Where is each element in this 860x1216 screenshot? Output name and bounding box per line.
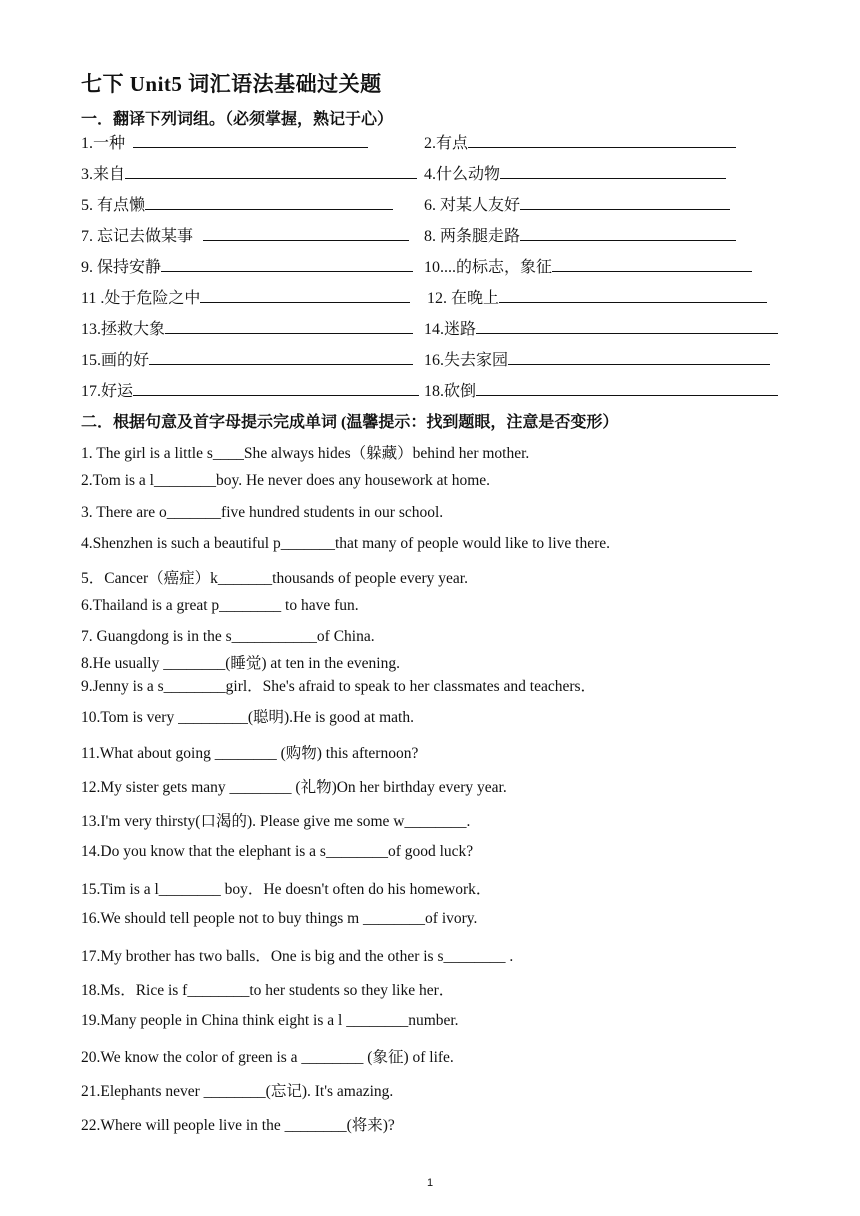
answer-blank[interactable] <box>468 131 736 148</box>
vocab-item: 6. 对某人友好 <box>424 192 730 215</box>
section-2-heading: 二．根据句意及首字母提示完成单词 (温馨提示：找到题眼，注意是否变形） <box>81 414 619 431</box>
question-item: 13.I'm very thirsty(口渴的). Please give me some w________. <box>81 813 471 830</box>
question-item: 14.Do you know that the elephant is a s________of good luck? <box>81 843 474 860</box>
answer-blank[interactable] <box>125 162 417 179</box>
question-item: 19.Many people in China think eight is a l ________number. <box>81 1012 459 1029</box>
answer-blank[interactable] <box>133 379 419 396</box>
answer-blank[interactable] <box>500 162 726 179</box>
question-item: 16.We should tell people not to buy things m ________of ivory. <box>81 910 478 927</box>
vocab-row <box>81 375 781 406</box>
answer-blank[interactable] <box>200 286 410 303</box>
answer-blank[interactable] <box>552 255 752 272</box>
vocab-item: 12. 在晚上 <box>427 285 767 308</box>
vocab-item: 11 .处于危险之中 <box>81 285 410 308</box>
vocab-grid <box>81 127 781 406</box>
question-item: 4.Shenzhen is such a beautiful p_______that many of people would like to live there. <box>81 535 611 552</box>
answer-blank[interactable] <box>161 255 413 272</box>
question-item: 1. The girl is a little s____She always hides（躲藏）behind her mother. <box>81 445 530 462</box>
question-item: 7. Guangdong is in the s___________of China. <box>81 628 375 645</box>
question-item: 6.Thailand is a great p________ to have fun. <box>81 597 359 614</box>
vocab-row <box>81 189 781 220</box>
vocab-item: 16.失去家园 <box>424 347 770 370</box>
section-1-heading: 一．翻译下列词组。（必须掌握，熟记于心） <box>81 111 394 128</box>
vocab-item: 14.迷路 <box>424 316 778 339</box>
answer-blank[interactable] <box>508 348 770 365</box>
answer-blank[interactable] <box>499 286 767 303</box>
vocab-row <box>81 344 781 375</box>
answer-blank[interactable] <box>203 224 409 241</box>
answer-blank[interactable] <box>149 348 413 365</box>
question-item: 22.Where will people live in the ________(将来)? <box>81 1117 395 1134</box>
question-item: 15.Tim is a l________ boy．He doesn't often do his homework． <box>81 881 492 898</box>
answer-blank[interactable] <box>145 193 393 210</box>
answer-blank[interactable] <box>520 224 736 241</box>
vocab-item: 2.有点 <box>424 130 736 153</box>
vocab-row <box>81 282 781 313</box>
vocab-item: 15.画的好 <box>81 347 413 370</box>
answer-blank[interactable] <box>476 317 778 334</box>
vocab-item: 7. 忘记去做某事 <box>81 223 409 246</box>
vocab-item: 1.一种 <box>81 130 368 153</box>
vocab-row <box>81 158 781 189</box>
answer-blank[interactable] <box>476 379 778 396</box>
vocab-item: 17.好运 <box>81 378 419 401</box>
vocab-item: 13.拯救大象 <box>81 316 413 339</box>
question-item: 8.He usually ________(睡觉) at ten in the evening. <box>81 655 400 672</box>
question-item: 18.Ms．Rice is f________to her students so they like her． <box>81 982 455 999</box>
question-item: 10.Tom is very _________(聪明).He is good at math. <box>81 709 414 726</box>
vocab-row <box>81 220 781 251</box>
vocab-item: 18.砍倒 <box>424 378 778 401</box>
vocab-item: 5. 有点懒 <box>81 192 393 215</box>
question-item: 2.Tom is a l________boy. He never does any housework at home. <box>81 472 491 489</box>
question-item: 21.Elephants never ________(忘记). It's amazing. <box>81 1083 394 1100</box>
answer-blank[interactable] <box>133 131 368 148</box>
vocab-row <box>81 313 781 344</box>
question-item: 5．Cancer（癌症）k_______thousands of people every year. <box>81 570 468 587</box>
question-item: 3. There are o_______five hundred students in our school. <box>81 504 444 521</box>
question-item: 20.We know the color of green is a ________ (象征) of life. <box>81 1049 454 1066</box>
question-item: 12.My sister gets many ________ (礼物)On her birthday every year. <box>81 779 507 796</box>
vocab-item: 4.什么动物 <box>424 161 726 184</box>
page-title: 七下 Unit5 词汇语法基础过关题 <box>81 72 382 96</box>
page-number: 1 <box>426 1177 434 1189</box>
vocab-item: 3.来自 <box>81 161 417 184</box>
vocab-row <box>81 251 781 282</box>
question-item: 11.What about going ________ (购物) this afternoon? <box>81 745 419 762</box>
question-item: 9.Jenny is a s________girl．She's afraid to speak to her classmates and teachers． <box>81 678 597 695</box>
vocab-item: 8. 两条腿走路 <box>424 223 736 246</box>
vocab-item: 10....的标志，象征 <box>424 254 752 277</box>
vocab-row <box>81 127 781 158</box>
answer-blank[interactable] <box>165 317 413 334</box>
vocab-item: 9. 保持安静 <box>81 254 413 277</box>
question-item: 17.My brother has two balls．One is big and the other is s________ . <box>81 948 514 965</box>
answer-blank[interactable] <box>520 193 730 210</box>
